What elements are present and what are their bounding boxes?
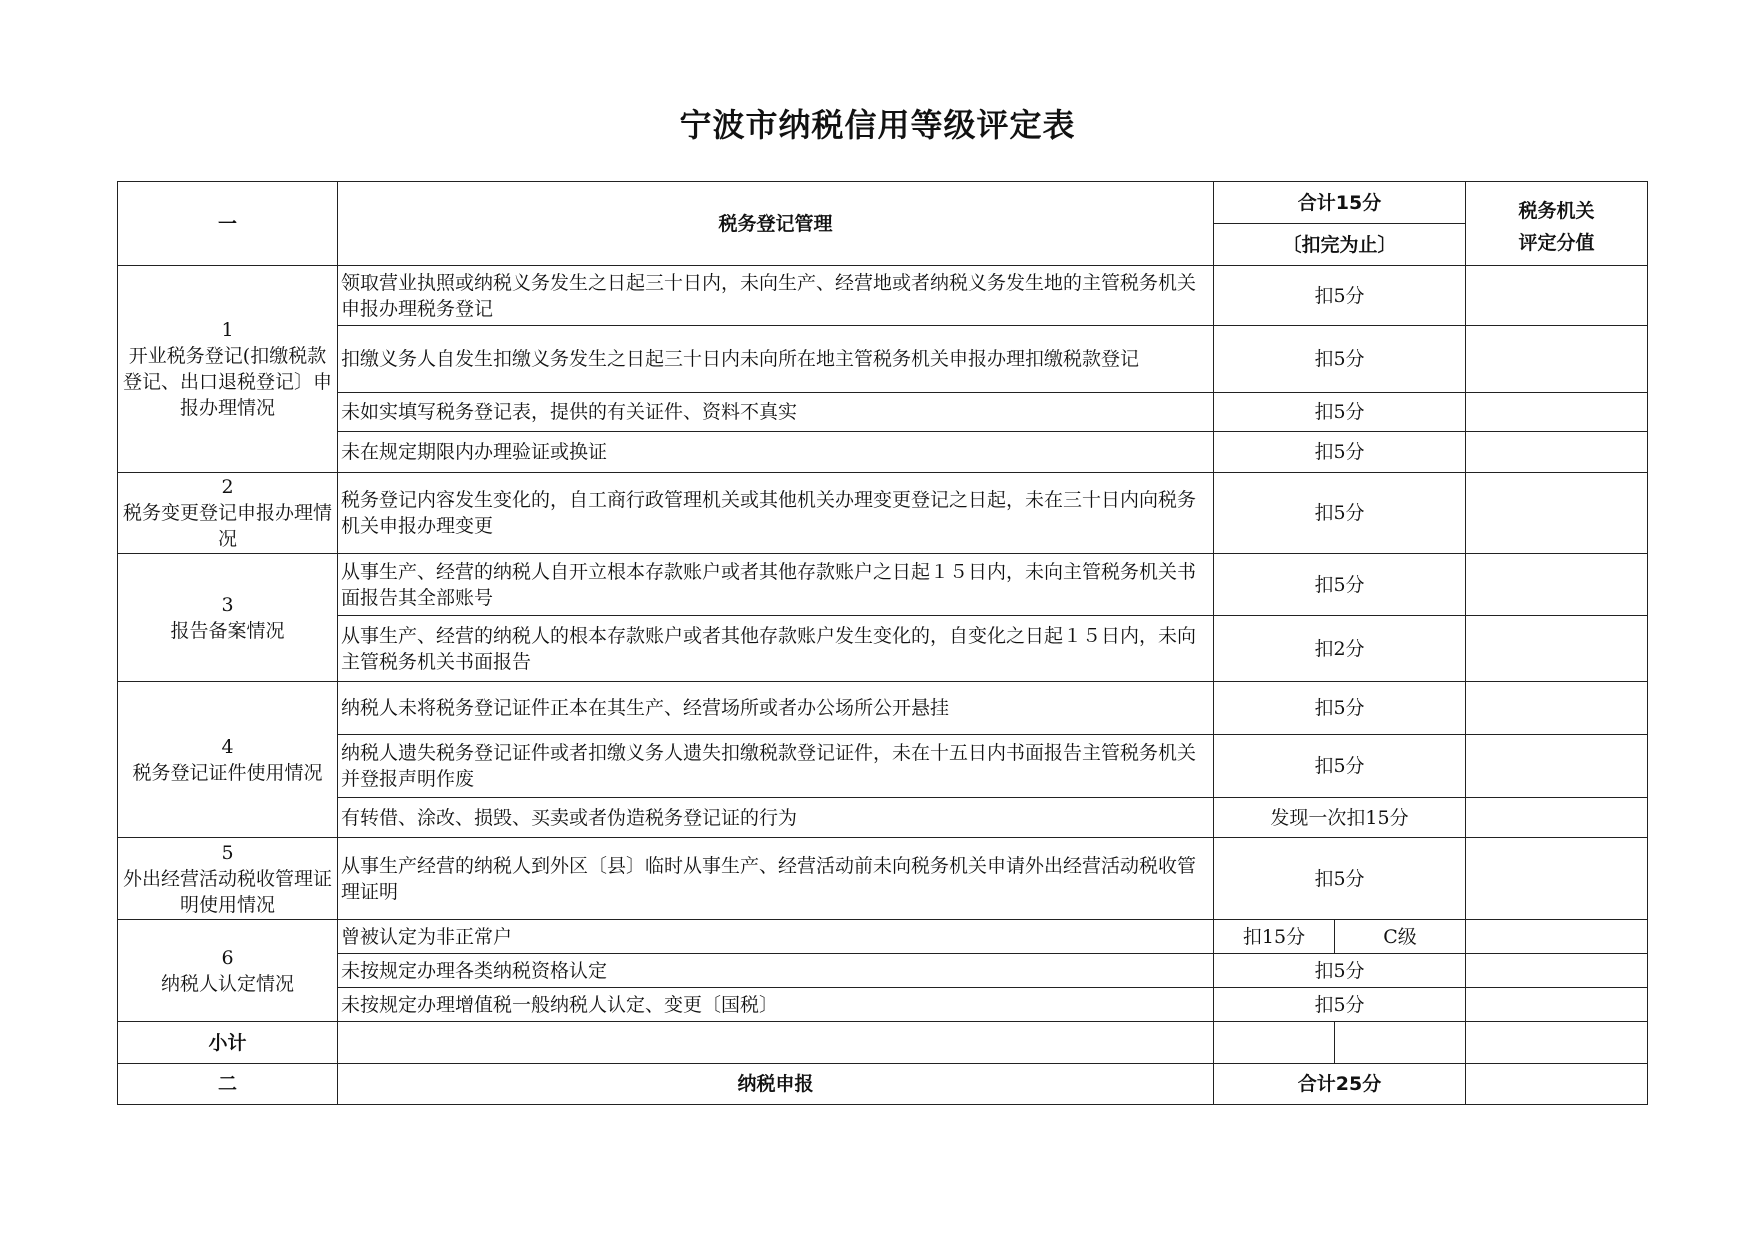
item-deduction: 扣15分 <box>1214 920 1335 954</box>
subtotal-label: 小计 <box>118 1022 338 1064</box>
assess-score-cell[interactable] <box>1466 798 1648 838</box>
item-deduction: 扣5分 <box>1214 838 1466 920</box>
category-name: 纳税人认定情况 <box>160 972 294 995</box>
section-two-total: 合计25分 <box>1214 1064 1466 1105</box>
assess-score-cell[interactable] <box>1466 838 1648 920</box>
category-name: 税务登记证件使用情况 <box>132 761 323 784</box>
header-section-number: 一 <box>118 182 338 266</box>
table-row <box>118 798 1648 838</box>
assess-score-cell[interactable] <box>1466 473 1648 554</box>
category-number: 5 <box>221 841 234 864</box>
header-total: 合计15分 <box>1214 182 1466 224</box>
table-row <box>118 920 1648 954</box>
item-text: 未如实填写税务登记表，提供的有关证件、资料不真实 <box>338 393 1214 432</box>
category-number: 1 <box>221 319 234 341</box>
item-deduction: 扣2分 <box>1214 616 1466 682</box>
item-deduction: 扣5分 <box>1214 988 1466 1022</box>
item-deduction: 扣5分 <box>1214 682 1466 735</box>
assess-score-cell[interactable] <box>1466 735 1648 798</box>
assess-score-cell[interactable] <box>1466 326 1648 393</box>
category-number: 6 <box>221 946 234 969</box>
header-total-note: 〔扣完为止〕 <box>1214 224 1466 266</box>
table-row <box>118 326 1648 393</box>
section-two-name: 纳税申报 <box>338 1064 1214 1105</box>
header-section-name: 税务登记管理 <box>338 182 1214 266</box>
table-row <box>118 735 1648 798</box>
item-text: 从事生产经营的纳税人到外区〔县〕临时从事生产、经营活动前未向税务机关申请外出经营活动税收管理证明 <box>338 838 1214 920</box>
item-deduction: 扣5分 <box>1214 473 1466 554</box>
table-row <box>118 554 1648 616</box>
assess-score-cell[interactable] <box>1466 954 1648 988</box>
subtotal-deduction-cell[interactable] <box>1214 1022 1335 1064</box>
page-title: 宁波市纳税信用等级评定表 <box>679 106 1076 144</box>
item-deduction: 扣5分 <box>1214 393 1466 432</box>
item-text: 有转借、涂改、损毁、买卖或者伪造税务登记证的行为 <box>338 798 1214 838</box>
assess-score-cell[interactable] <box>1466 393 1648 432</box>
item-deduction: 扣5分 <box>1214 954 1466 988</box>
assess-score-cell[interactable] <box>1466 1064 1648 1105</box>
subtotal-text-cell[interactable] <box>338 1022 1214 1064</box>
item-text: 未在规定期限内办理验证或换证 <box>338 432 1214 473</box>
header-assess-line2: 评定分值 <box>1466 224 1648 266</box>
table-row <box>118 616 1648 682</box>
item-deduction: 扣5分 <box>1214 266 1466 326</box>
subtotal-score-cell[interactable] <box>1466 1022 1648 1064</box>
table-header-row <box>118 182 1648 224</box>
item-text: 从事生产、经营的纳税人自开立根本存款账户或者其他存款账户之日起１５日内，未向主管税务机关书面报告其全部账号 <box>338 554 1214 616</box>
item-deduction: 发现一次扣15分 <box>1214 798 1466 838</box>
table-row <box>118 432 1648 473</box>
assess-score-cell[interactable] <box>1466 554 1648 616</box>
category-number: 2 <box>221 476 234 498</box>
item-text: 未按规定办理各类纳税资格认定 <box>338 954 1214 988</box>
rating-table <box>117 181 1648 1105</box>
item-text: 未按规定办理增值税一般纳税人认定、变更〔国税〕 <box>338 988 1214 1022</box>
item-text: 纳税人未将税务登记证件正本在其生产、经营场所或者办公场所公开悬挂 <box>338 682 1214 735</box>
category-cell <box>118 554 338 682</box>
table-row <box>118 473 1648 554</box>
item-deduction: 扣5分 <box>1214 326 1466 393</box>
table-row <box>118 682 1648 735</box>
table-row <box>118 838 1648 920</box>
item-text: 曾被认定为非正常户 <box>338 920 1214 954</box>
category-name: 税务变更登记申报办理情况 <box>122 502 332 550</box>
category-cell <box>118 266 338 473</box>
category-number: 3 <box>221 593 234 616</box>
table-row <box>118 988 1648 1022</box>
subtotal-row <box>118 1022 1648 1064</box>
item-text: 纳税人遗失税务登记证件或者扣缴义务人遗失扣缴税款登记证件，未在十五日内书面报告主管税务机关并登报声明作废 <box>338 735 1214 798</box>
assess-score-cell[interactable] <box>1466 266 1648 326</box>
assess-score-cell[interactable] <box>1466 616 1648 682</box>
assess-score-cell[interactable] <box>1466 682 1648 735</box>
category-name: 报告备案情况 <box>170 619 285 642</box>
assess-score-cell[interactable] <box>1466 920 1648 954</box>
subtotal-grade-cell[interactable] <box>1335 1022 1466 1064</box>
item-grade: C级 <box>1335 920 1466 954</box>
category-cell <box>118 920 338 1022</box>
category-number: 4 <box>221 735 234 758</box>
category-cell <box>118 682 338 838</box>
assess-score-cell[interactable] <box>1466 432 1648 473</box>
item-text: 税务登记内容发生变化的，自工商行政管理机关或其他机关办理变更登记之日起，未在三十日内向税务机关申报办理变更 <box>338 473 1214 554</box>
item-deduction: 扣5分 <box>1214 432 1466 473</box>
category-cell <box>118 838 338 920</box>
category-name: 外出经营活动税收管理证明使用情况 <box>122 867 332 916</box>
category-name: 开业税务登记(扣缴税款登记、出口退税登记〕申报办理情况 <box>122 345 332 419</box>
item-text: 扣缴义务人自发生扣缴义务发生之日起三十日内未向所在地主管税务机关申报办理扣缴税款登记 <box>338 326 1214 393</box>
header-assess-line1: 税务机关 <box>1466 182 1648 224</box>
table-row <box>118 266 1648 326</box>
section-two-row <box>118 1064 1648 1105</box>
assess-score-cell[interactable] <box>1466 988 1648 1022</box>
item-text: 领取营业执照或纳税义务发生之日起三十日内，未向生产、经营地或者纳税义务发生地的主管税务机关申报办理税务登记 <box>338 266 1214 326</box>
section-two-number: 二 <box>118 1064 338 1105</box>
table-row <box>118 954 1648 988</box>
table-row <box>118 393 1648 432</box>
item-deduction: 扣5分 <box>1214 735 1466 798</box>
item-deduction: 扣5分 <box>1214 554 1466 616</box>
item-text: 从事生产、经营的纳税人的根本存款账户或者其他存款账户发生变化的，自变化之日起１５日内，未向主管税务机关书面报告 <box>338 616 1214 682</box>
category-cell <box>118 473 338 554</box>
